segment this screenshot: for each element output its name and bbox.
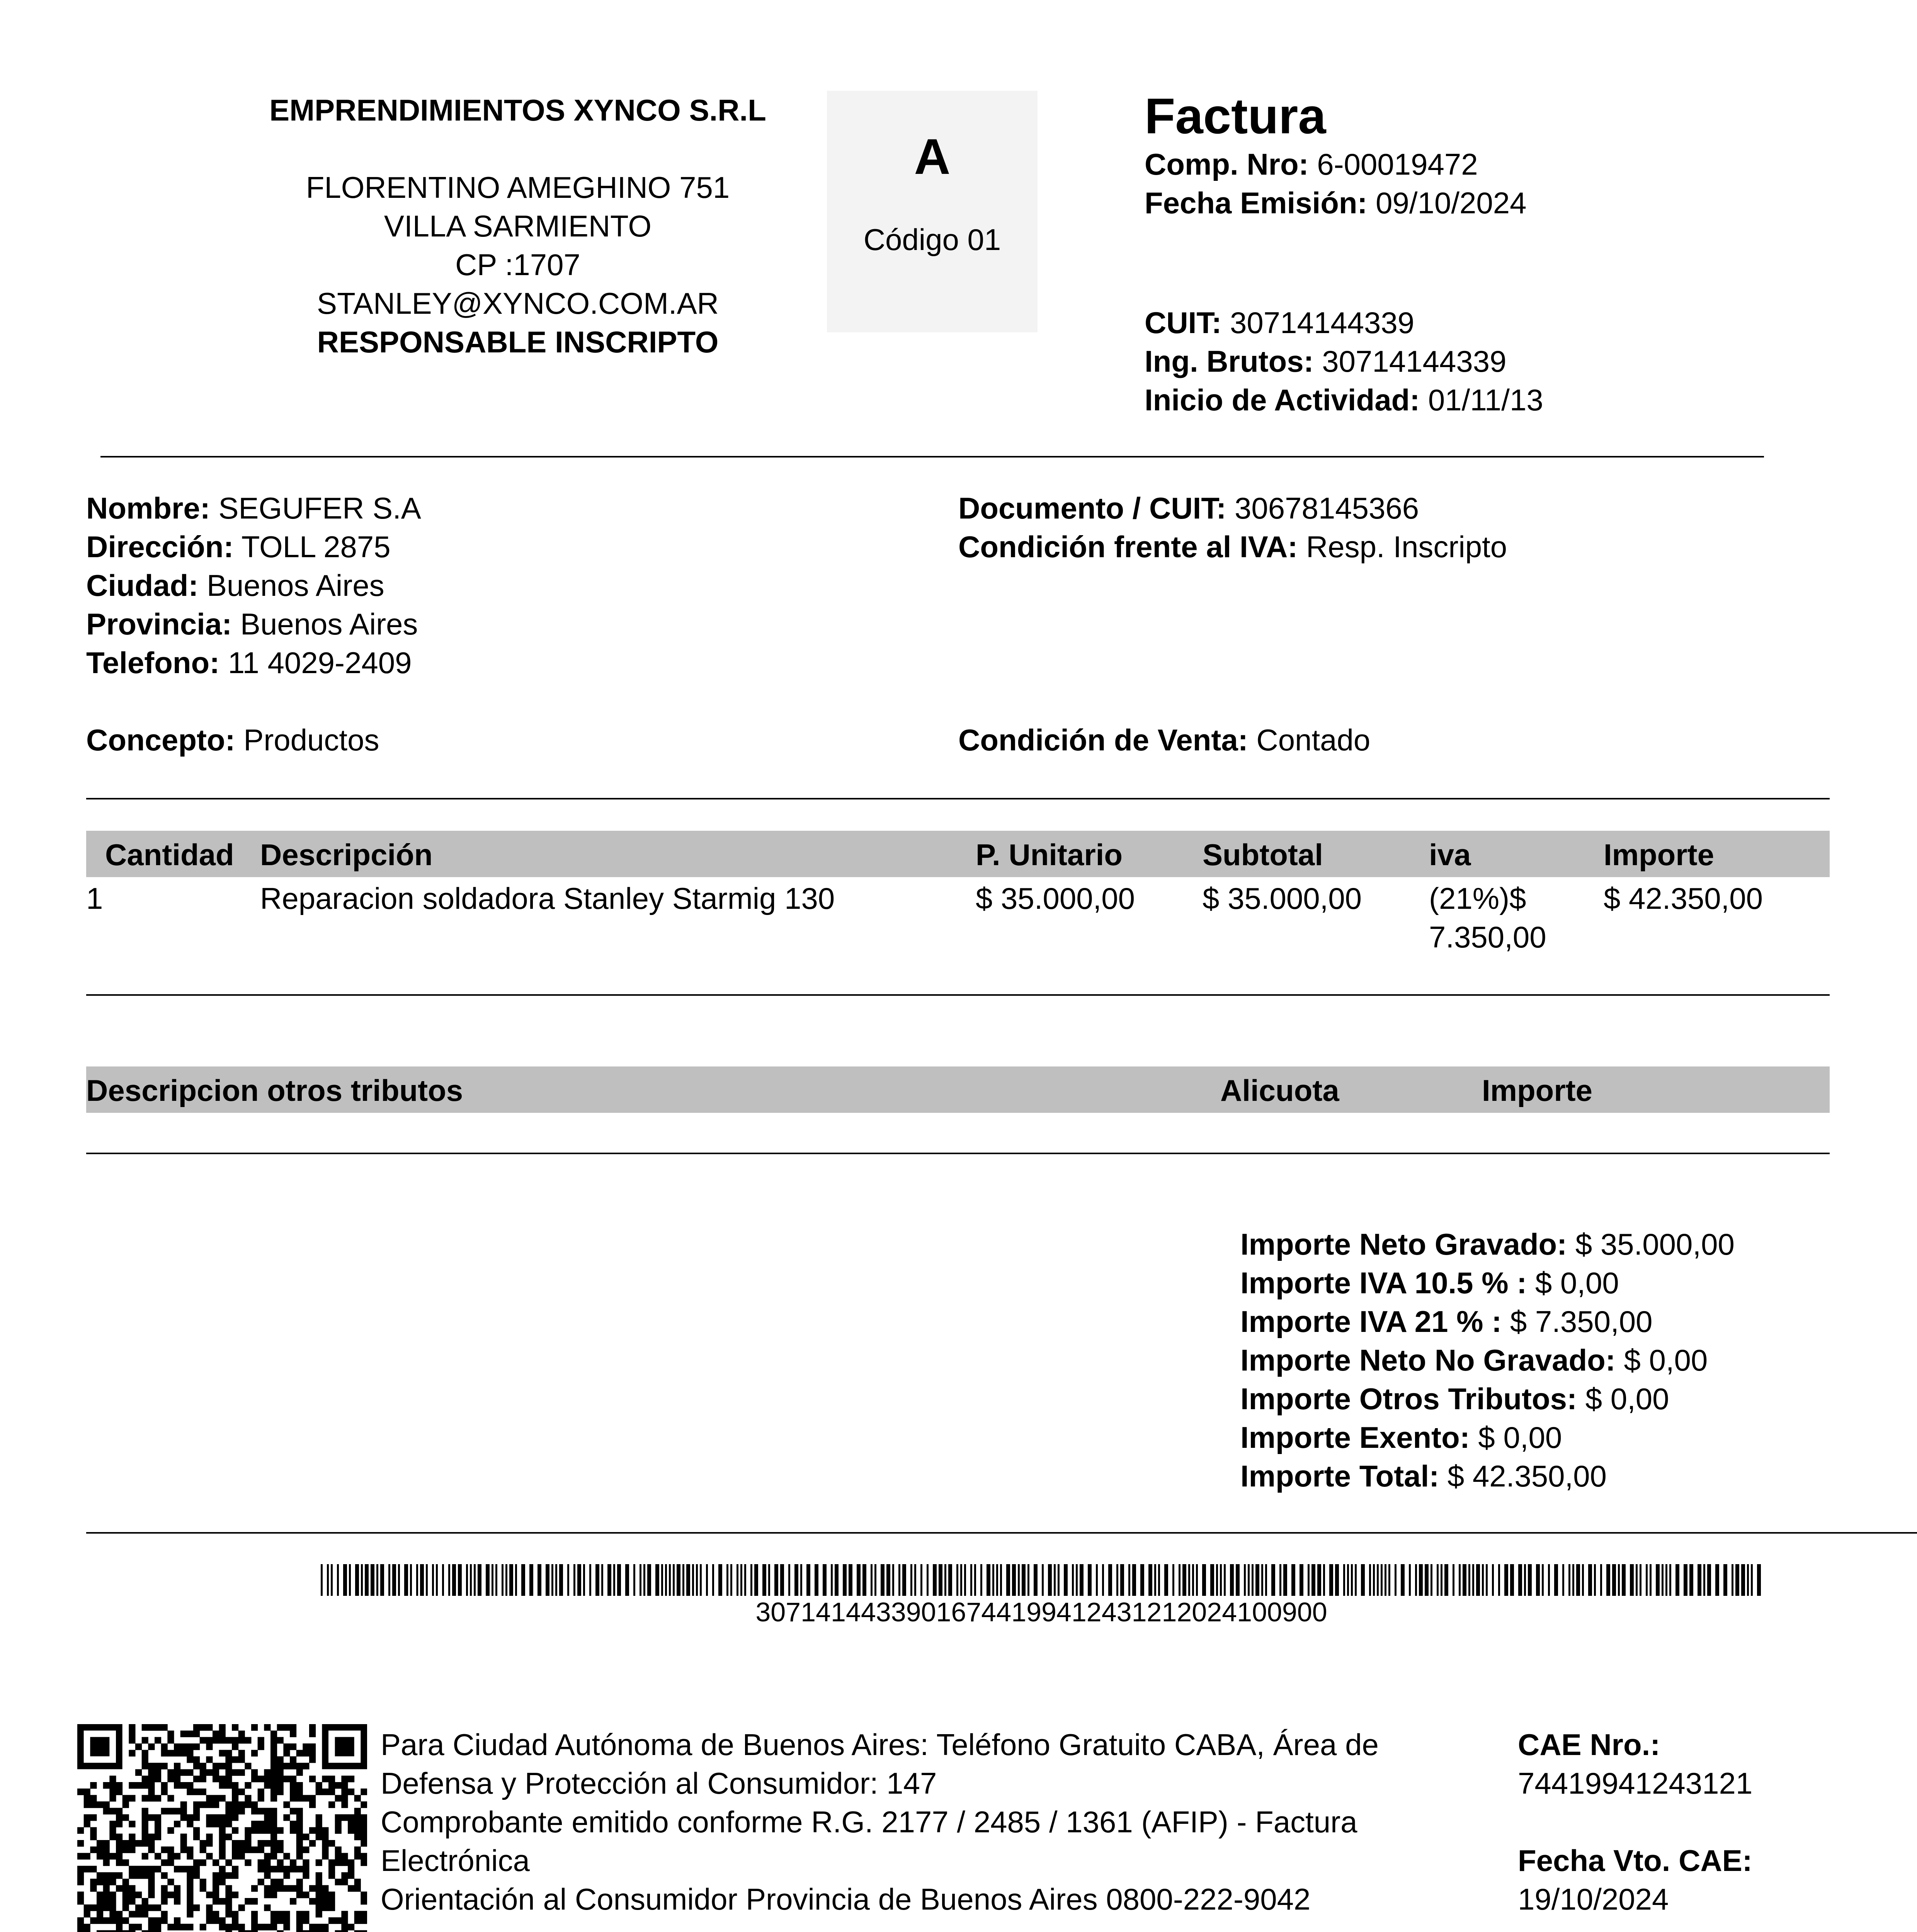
- total-row: [1240, 1341, 1735, 1379]
- voucher-code: Código 01: [863, 223, 1001, 257]
- item-amount: $ 42.350,00: [1604, 881, 1763, 915]
- col-header-subtotal: Subtotal: [1203, 838, 1323, 872]
- col-header-amount: Importe: [1604, 838, 1715, 872]
- total-label: Importe Otros Tributos:: [1240, 1382, 1577, 1416]
- customer-phone: 11 4029-2409: [228, 646, 412, 680]
- other-taxes-rate-header: Alicuota: [1220, 1073, 1339, 1107]
- total-label: Importe Exento:: [1240, 1420, 1470, 1454]
- sale-condition-line: [958, 721, 1370, 759]
- sale-condition-value: Contado: [1256, 723, 1371, 757]
- customer-name: SEGUFER S.A: [218, 491, 421, 525]
- legal-line: Defensa y Protección al Consumidor: 147: [381, 1766, 937, 1800]
- col-header-unit-price: P. Unitario: [976, 838, 1123, 872]
- total-label: Importe IVA 10.5 % :: [1240, 1266, 1527, 1300]
- col-header-quantity: Cantidad: [105, 838, 234, 872]
- legal-line: Electrónica: [381, 1844, 530, 1878]
- total-value: $ 0,00: [1535, 1266, 1619, 1300]
- iibb-label: Ing. Brutos:: [1145, 344, 1314, 378]
- concept-line: [86, 721, 379, 759]
- cae-due-label: Fecha Vto. CAE:: [1518, 1844, 1752, 1878]
- total-label: Importe IVA 21 % :: [1240, 1304, 1502, 1338]
- item-iva-rate: (21%)$: [1429, 881, 1526, 915]
- voucher-type-box: [827, 91, 1038, 332]
- customer-name-label: Nombre:: [86, 491, 210, 525]
- cae-number: 74419941243121: [1518, 1766, 1753, 1800]
- legal-line: Comprobante emitido conforme R.G. 2177 / 2485 / 1361 (AFIP) - Factura: [381, 1805, 1357, 1839]
- cuit-label: CUIT:: [1145, 306, 1222, 340]
- totals-block: [1240, 1225, 1735, 1495]
- item-subtotal: $ 35.000,00: [1203, 881, 1362, 915]
- issuer-block: [216, 91, 819, 361]
- cae-label: CAE Nro.:: [1518, 1728, 1660, 1762]
- issuer-tax-ids: [1145, 303, 1543, 419]
- invoice-date-label: Fecha Emisión:: [1145, 186, 1368, 220]
- item-description: Reparacion soldadora Stanley Starmig 130: [260, 881, 835, 915]
- customer-doc: 30678145366: [1235, 491, 1419, 525]
- barcode-graphic: [321, 1564, 1762, 1596]
- customer-tax-block: [958, 489, 1507, 566]
- issuer-tax-condition: RESPONSABLE INSCRIPTO: [317, 325, 719, 359]
- total-value: $ 0,00: [1624, 1343, 1708, 1377]
- divider: [100, 456, 1764, 457]
- total-value: $ 7.350,00: [1510, 1304, 1653, 1338]
- customer-address: TOLL 2875: [241, 530, 391, 564]
- concept-label: Concepto:: [86, 723, 235, 757]
- issuer-name: EMPRENDIMIENTOS XYNCO S.R.L: [269, 93, 766, 127]
- total-label: Importe Total:: [1240, 1459, 1439, 1493]
- item-unit-price: $ 35.000,00: [976, 881, 1135, 915]
- customer-iva: Resp. Inscripto: [1306, 530, 1507, 564]
- invoice-header: [1145, 87, 1527, 222]
- item-iva: [1429, 879, 1546, 956]
- col-header-iva: iva: [1429, 838, 1471, 872]
- customer-address-label: Dirección:: [86, 530, 234, 564]
- col-header-description: Descripción: [260, 838, 433, 872]
- total-row: [1240, 1457, 1735, 1495]
- divider: [86, 1532, 1917, 1534]
- total-row: [1240, 1379, 1735, 1418]
- issuer-city: VILLA SARMIENTO: [384, 209, 652, 243]
- customer-doc-label: Documento / CUIT:: [958, 491, 1226, 525]
- other-taxes-description-header: Descripcion otros tributos: [86, 1073, 463, 1107]
- divider: [86, 798, 1830, 799]
- item-iva-amount: 7.350,00: [1429, 920, 1546, 954]
- total-value: $ 0,00: [1478, 1420, 1562, 1454]
- total-label: Importe Neto No Gravado:: [1240, 1343, 1616, 1377]
- invoice-title: Factura: [1145, 88, 1326, 144]
- item-qty: 1: [86, 881, 103, 915]
- issuer-cp: CP :1707: [455, 248, 580, 282]
- divider: [86, 994, 1830, 996]
- barcode-number: 30714144339016744199412431212024100900: [755, 1597, 1327, 1627]
- activity-start-value: 01/11/13: [1428, 383, 1543, 417]
- legal-text: [381, 1725, 1379, 1918]
- sale-condition-label: Condición de Venta:: [958, 723, 1248, 757]
- qr-code-icon: [77, 1724, 367, 1932]
- divider: [86, 1153, 1830, 1154]
- total-row: [1240, 1418, 1735, 1457]
- other-taxes-amount-header: Importe: [1482, 1073, 1593, 1107]
- invoice-number: 6-00019472: [1317, 147, 1478, 181]
- total-row: [1240, 1302, 1735, 1341]
- total-label: Importe Neto Gravado:: [1240, 1227, 1567, 1261]
- cae-block: [1518, 1725, 1752, 1918]
- iibb-value: 30714144339: [1322, 344, 1507, 378]
- total-value: $ 35.000,00: [1575, 1227, 1735, 1261]
- customer-block: [86, 489, 421, 682]
- legal-line: Para Ciudad Autónoma de Buenos Aires: Teléfono Gratuito CABA, Área de: [381, 1728, 1379, 1762]
- total-row: [1240, 1264, 1735, 1302]
- customer-iva-label: Condición frente al IVA:: [958, 530, 1298, 564]
- voucher-letter: A: [914, 128, 951, 185]
- customer-province: Buenos Aires: [240, 607, 418, 641]
- total-value: $ 42.350,00: [1447, 1459, 1607, 1493]
- issuer-email: STANLEY@XYNCO.COM.AR: [317, 286, 719, 320]
- legal-line: Orientación al Consumidor Provincia de Buenos Aires 0800-222-9042: [381, 1882, 1311, 1916]
- total-value: $ 0,00: [1585, 1382, 1669, 1416]
- invoice-number-label: Comp. Nro:: [1145, 147, 1309, 181]
- invoice-date: 09/10/2024: [1376, 186, 1527, 220]
- customer-city: Buenos Aires: [206, 568, 384, 602]
- concept-value: Productos: [243, 723, 379, 757]
- cae-due-date: 19/10/2024: [1518, 1882, 1669, 1916]
- customer-province-label: Provincia:: [86, 607, 232, 641]
- cuit-value: 30714144339: [1230, 306, 1415, 340]
- customer-city-label: Ciudad:: [86, 568, 199, 602]
- issuer-address: FLORENTINO AMEGHINO 751: [306, 170, 730, 204]
- customer-phone-label: Telefono:: [86, 646, 220, 680]
- activity-start-label: Inicio de Actividad:: [1145, 383, 1420, 417]
- total-row: [1240, 1225, 1735, 1264]
